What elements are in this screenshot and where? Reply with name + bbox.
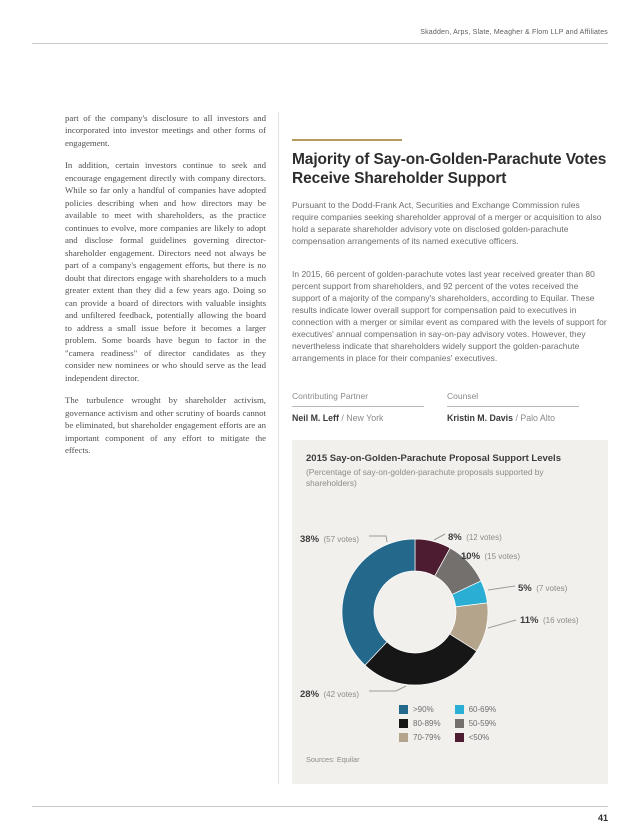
legend-label: 50-59% [468,719,497,728]
counsel [447,391,602,423]
legend-item [399,733,441,742]
callout-percent: 8% [448,532,462,543]
contributor-name [292,413,447,423]
contributor-location: / New York [341,413,384,423]
callout-percent: 5% [518,583,532,594]
legend-swatch [455,733,464,742]
legend-swatch [399,733,408,742]
legend-label: 80-89% [413,719,441,728]
chart-callout [448,527,502,545]
page-number: 41 [597,813,608,823]
legend-swatch [455,719,464,728]
contributor-name-text: Neil M. Leff [292,413,339,423]
column-divider [278,112,279,784]
legend-item [399,719,441,728]
chart-callout [461,546,520,564]
legend-label: 60-69% [468,705,497,714]
legend-item [455,719,497,728]
chart-box [292,440,608,784]
chart-callout [520,610,579,628]
callout-votes: (42 votes) [323,690,360,699]
leader-line-5pct [488,586,515,590]
left-column-paragraph: part of the company's disclosure to all investors and incorporated into investor meetings and other forms of engagement. [65,113,266,148]
legend-label: 70-79% [413,733,441,742]
contributors-section [292,391,608,423]
left-column [65,112,266,467]
contributor-role: Counsel [447,391,479,401]
chart-callout [300,684,359,702]
contributor-name-text: Kristin M. Davis [447,413,513,423]
donut-segment->90% [342,539,415,665]
legend-swatch [455,705,464,714]
contributing-partner [292,391,447,423]
contributor-location: / Palo Alto [515,413,556,423]
legend-swatch [399,705,408,714]
chart-title: 2015 Say-on-Golden-Parachute Proposal Support Levels [306,453,561,464]
leader-line-38pct [369,536,387,542]
left-column-paragraph: The turbulence wrought by shareholder activism, governance activism and other scrutiny of boards cannot be eliminated, but shareholder engagement efforts are an important component of any effort to mitigate the effects. [65,395,266,456]
contributor-rule [292,406,424,407]
callout-votes: (12 votes) [466,533,502,542]
callout-percent: 28% [300,689,320,700]
leader-line-11pct [488,620,516,628]
legend-label: >90% [413,705,434,714]
contributor-rule [447,406,579,407]
chart-source: Sources: Equilar [306,755,360,764]
article-paragraph: Pursuant to the Dodd-Frank Act, Securities and Exchange Commission rules require companies seeking shareholder approval of a merger or acquisition to also hold a separate shareholder advisory vote on disclosed golden-parachute compensation arrangements of its named executive officers. [292,200,602,247]
header-firm-name: Skadden, Arps, Slate, Meagher & Flom LLP and Affiliates [420,29,608,36]
legend-swatch [399,719,408,728]
contributor-name [447,413,602,423]
chart-callout [300,529,359,547]
leader-line-28pct [369,686,406,691]
callout-votes: (7 votes) [536,584,568,593]
footer-rule [32,806,608,807]
callout-votes: (15 votes) [484,552,521,561]
chart-legend [399,705,496,742]
callout-percent: 11% [520,615,539,626]
legend-label: <50% [468,733,490,742]
callout-votes: (16 votes) [542,616,579,625]
legend-item [455,733,497,742]
callout-percent: 38% [300,534,320,545]
header-rule [32,43,608,44]
article-accent-rule [292,139,402,141]
legend-item [399,705,441,714]
leader-line-8pct [434,534,445,540]
callout-votes: (57 votes) [323,535,360,544]
article-title: Majority of Say-on-Golden-Parachute Votes Receive Shareholder Support [292,151,607,187]
chart-subtitle: (Percentage of say-on-golden-parachute proposals supported by shareholders) [306,467,544,488]
left-column-paragraph: In addition, certain investors continue to seek and encourage engagement directly with company directors. While so far only a handful of companies have adopted policies describing when and how directors may be available to meet with shareholders, as the practice continues to evolve, more companies are likely to adopt and disclose formal guidelines governing director-shareholder engagement. Directors need not always be part of a company's engagement efforts, but there is no doubt that directors engage with shareholders to a much greater extent than they did a few years ago. Doing so can provide a board of directors with valuable insights and unfiltered feedback, potentially allowing the board to address a small issue before it becomes a larger problem. Some boards have begun to factor in the "camera readiness" of director candidates as they consider new nominees or who should serve as the lead independent director. [65,160,266,383]
contributor-role: Contributing Partner [292,391,369,401]
article-paragraph: In 2015, 66 percent of golden-parachute votes last year received greater than 80 percent support from shareholders, and 92 percent of the votes received the support of a majority of the company's shareholders, according to Equilar. These results indicate lower overall support for compensation paid to executives in connection with a merger or similar event as compared with the levels of support for executives' annual compensation in say-on-pay advisory votes. However, they nevertheless indicate that shareholders widely support the golden-parachute arrangements in place for their companies' executives. [292,269,607,364]
callout-percent: 10% [461,551,481,562]
legend-item [455,705,497,714]
chart-callout [518,578,567,596]
